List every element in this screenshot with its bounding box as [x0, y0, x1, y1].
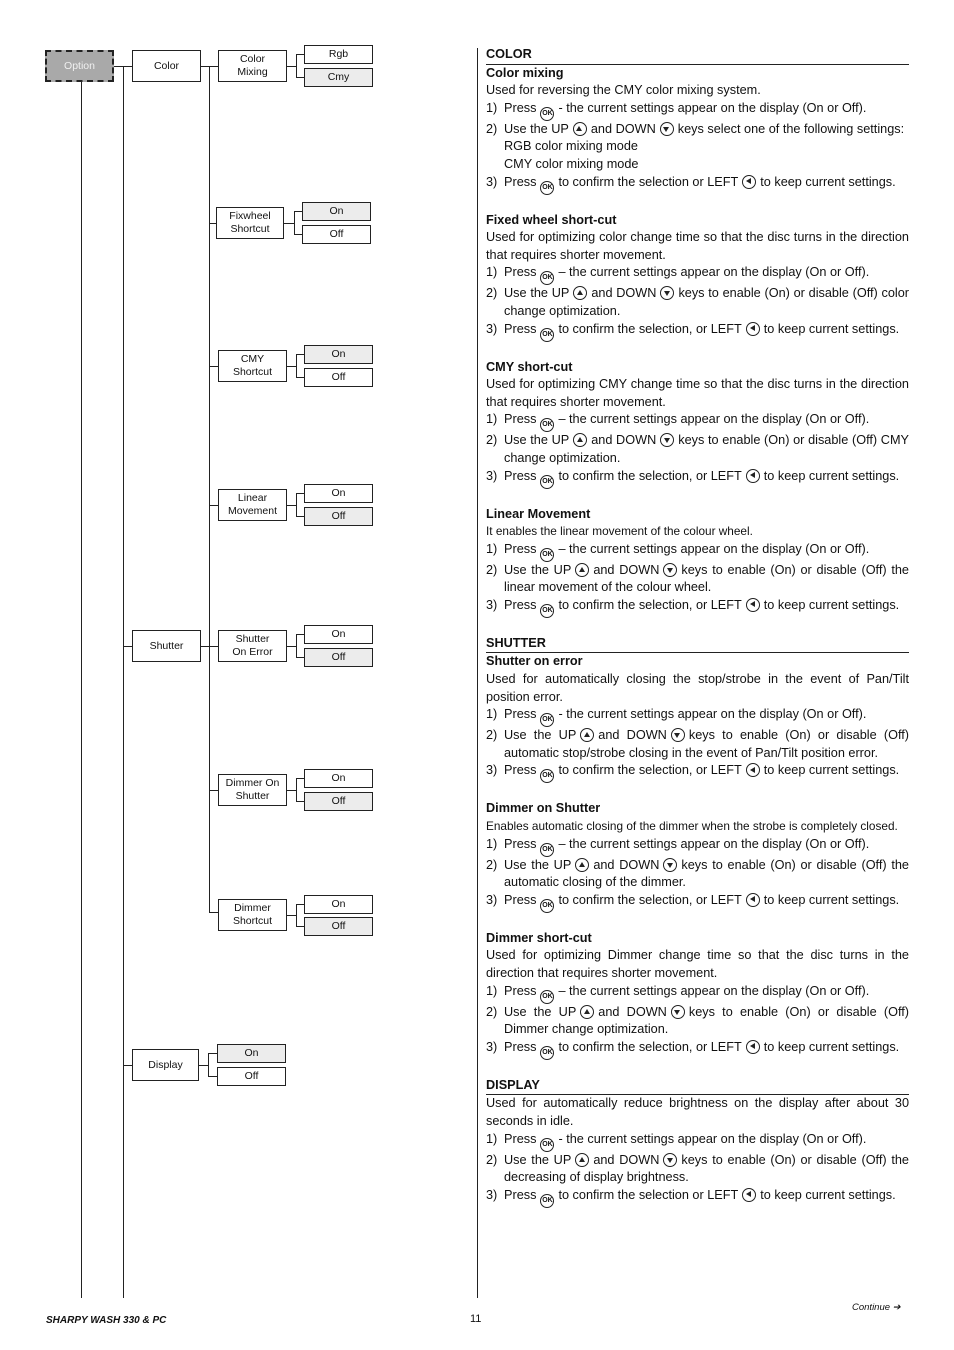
ok-button-icon	[540, 1194, 554, 1208]
display-node[interactable]: Display	[132, 1049, 199, 1081]
paragraph: It enables the linear movement of the colour wheel.	[486, 524, 753, 539]
dimmer-shortcut-on-option[interactable]: On	[304, 895, 373, 914]
subheading-dimmer-on-shutter: Dimmer on Shutter	[486, 801, 601, 816]
up-arrow-icon	[580, 1005, 594, 1019]
step: 1) PressOK – the current settings appear on the display (On or Off).	[486, 541, 909, 562]
ok-button-icon	[540, 418, 554, 432]
display-off-option[interactable]: Off	[217, 1067, 286, 1086]
step: 2) Use the UP and DOWN keys to enable (On) or disable (Off) CMY change optimization.	[486, 433, 909, 465]
down-arrow-icon	[671, 728, 685, 742]
paragraph: Used for optimizing color change time so that the disc turns in the direction that requires shorter movement.	[486, 230, 909, 262]
subheading-fixed-wheel: Fixed wheel short-cut	[486, 212, 617, 227]
down-arrow-icon	[671, 1005, 685, 1019]
ok-button-icon	[540, 548, 554, 562]
ok-button-icon	[540, 271, 554, 285]
paragraph: Used for optimizing CMY change time so that the disc turns in the direction that requires shorter movement.	[486, 377, 909, 409]
shutter-error-on-option[interactable]: On	[304, 625, 373, 644]
paragraph: Used for automatically closing the stop/strobe in the event of Pan/Tilt position error.	[486, 672, 909, 704]
paragraph: Used for optimizing Dimmer change time so that the disc turns in the direction that requires shorter movement.	[486, 948, 909, 980]
dimmer-shortcut-node[interactable]: Dimmer Shortcut	[218, 899, 287, 931]
linear-off-option[interactable]: Off	[304, 507, 373, 526]
up-arrow-icon	[573, 286, 587, 300]
step: 1) PressOK – the current settings appear on the display (On or Off).	[486, 411, 909, 432]
color-node[interactable]: Color	[132, 50, 201, 82]
step: 3) PressOK to confirm the selection, or LEFT to keep current settings.	[486, 597, 909, 618]
rgb-option[interactable]: Rgb	[304, 45, 373, 64]
step: 3) PressOK to confirm the selection, or LEFT to keep current settings.	[486, 762, 909, 783]
step: 2) Use the UP and DOWN keys to enable (On) or disable (Off) the automatic closing of the dimmer.	[486, 857, 909, 890]
ok-button-icon	[540, 843, 554, 857]
left-arrow-icon	[746, 469, 760, 483]
option-line: CMY color mixing mode	[504, 156, 639, 171]
fixwheel-on-option[interactable]: On	[302, 202, 371, 221]
step: 3) PressOK to confirm the selection, or LEFT to keep current settings.	[486, 321, 909, 342]
up-arrow-icon	[580, 728, 594, 742]
paragraph: Enables automatic closing of the dimmer when the strobe is completely closed.	[486, 819, 898, 834]
up-arrow-icon	[573, 433, 587, 447]
up-arrow-icon	[573, 122, 587, 136]
paragraph: Used for automatically reduce brightness on the display after about 30 seconds in idle.	[486, 1096, 909, 1128]
left-arrow-icon	[746, 763, 760, 777]
down-arrow-icon	[663, 858, 677, 872]
option-line: RGB color mixing mode	[504, 139, 638, 154]
cmy-shortcut-on-option[interactable]: On	[304, 345, 373, 364]
shutter-error-off-option[interactable]: Off	[304, 648, 373, 667]
step: 2) Use the UP and DOWN keys to enable (On) or disable (Off) the decreasing of display brightness.	[486, 1152, 909, 1185]
subheading-linear-movement: Linear Movement	[486, 506, 591, 521]
ok-button-icon	[540, 107, 554, 121]
ok-button-icon	[540, 769, 554, 783]
shutter-on-error-node[interactable]: Shutter On Error	[218, 630, 287, 662]
paragraph: Used for reversing the CMY color mixing system.	[486, 83, 761, 98]
ok-button-icon	[540, 328, 554, 342]
dimmer-shutter-on-option[interactable]: On	[304, 769, 373, 788]
step: 1) PressOK – the current settings appear on the display (On or Off).	[486, 264, 909, 285]
section-heading-color: COLOR	[486, 46, 909, 65]
subheading-color-mixing: Color mixing	[486, 65, 564, 80]
fixwheel-off-option[interactable]: Off	[302, 225, 371, 244]
step: 1) PressOK – the current settings appear on the display (On or Off).	[486, 983, 909, 1004]
down-arrow-icon	[660, 122, 674, 136]
section-heading-display: DISPLAY	[486, 1077, 909, 1096]
ok-button-icon	[540, 475, 554, 489]
step: 1) PressOK - the current settings appear on the display (On or Off).	[486, 1131, 909, 1152]
cmy-shortcut-off-option[interactable]: Off	[304, 368, 373, 387]
display-on-option[interactable]: On	[217, 1044, 286, 1063]
left-arrow-icon	[746, 893, 760, 907]
step: 2) Use the UP and DOWN keys to enable (On) or disable (Off) the linear movement of the colour wheel.	[486, 562, 909, 595]
cmy-shortcut-node[interactable]: CMY Shortcut	[218, 350, 287, 382]
shutter-node[interactable]: Shutter	[132, 630, 201, 662]
step: 3) PressOK to confirm the selection, or LEFT to keep current settings.	[486, 892, 909, 913]
page-number: 11	[470, 1313, 482, 1325]
step: 3) PressOK to confirm the selection or LEFT to keep current settings.	[486, 174, 909, 195]
section-heading-shutter: SHUTTER	[486, 635, 909, 654]
subheading-dimmer-shortcut: Dimmer short-cut	[486, 930, 592, 945]
ok-button-icon	[540, 1138, 554, 1152]
left-arrow-icon	[746, 598, 760, 612]
step: 2) Use the UP and DOWN keys select one of the following settings:	[486, 121, 905, 136]
step: 1) PressOK - the current settings appear on the display (On or Off).	[486, 100, 909, 121]
text-column	[486, 46, 909, 1208]
down-arrow-icon	[660, 286, 674, 300]
left-arrow-icon	[746, 322, 760, 336]
step: 3) PressOK to confirm the selection or LEFT to keep current settings.	[486, 1187, 909, 1208]
step: 1) PressOK – the current settings appear on the display (On or Off).	[486, 836, 909, 857]
down-arrow-icon	[663, 1153, 677, 1167]
dimmer-shortcut-off-option[interactable]: Off	[304, 917, 373, 936]
step: 3) PressOK to confirm the selection, or LEFT to keep current settings.	[486, 468, 909, 489]
subheading-cmy-shortcut: CMY short-cut	[486, 359, 573, 374]
ok-button-icon	[540, 713, 554, 727]
up-arrow-icon	[575, 1153, 589, 1167]
fixwheel-shortcut-node[interactable]: Fixwheel Shortcut	[216, 207, 284, 239]
step: 2) Use the UP and DOWN keys to enable (On) or disable (Off) color change optimization.	[486, 286, 909, 318]
left-arrow-icon	[746, 1040, 760, 1054]
ok-button-icon	[540, 1046, 554, 1060]
down-arrow-icon	[660, 433, 674, 447]
ok-button-icon	[540, 899, 554, 913]
up-arrow-icon	[575, 563, 589, 577]
step: 2) Use the UP and DOWN keys to enable (On) or disable (Off) automatic stop/strobe closing in the event of Pan/Tilt position error.	[486, 728, 909, 760]
continue-link[interactable]: Continue ➔	[852, 1302, 901, 1313]
dimmer-shutter-off-option[interactable]: Off	[304, 792, 373, 811]
ok-button-icon	[540, 990, 554, 1004]
option-node[interactable]: Option	[45, 50, 114, 82]
step: 2) Use the UP and DOWN keys to enable (On) or disable (Off) Dimmer change optimization.	[486, 1004, 909, 1037]
step: 3) PressOK to confirm the selection, or LEFT to keep current settings.	[486, 1039, 909, 1060]
cmy-option[interactable]: Cmy	[304, 68, 373, 87]
ok-button-icon	[540, 604, 554, 618]
ok-button-icon	[540, 181, 554, 195]
up-arrow-icon	[575, 858, 589, 872]
down-arrow-icon	[663, 563, 677, 577]
subheading-shutter-on-error: Shutter on error	[486, 654, 583, 669]
linear-on-option[interactable]: On	[304, 484, 373, 503]
linear-movement-node[interactable]: Linear Movement	[218, 489, 287, 521]
color-mixing-node[interactable]: Color Mixing	[218, 50, 287, 82]
footer-model: SHARPY WASH 330 & PC	[46, 1315, 167, 1326]
dimmer-on-shutter-node[interactable]: Dimmer On Shutter	[218, 774, 287, 806]
left-arrow-icon	[742, 1188, 756, 1202]
left-arrow-icon	[742, 175, 756, 189]
step: 1) PressOK - the current settings appear on the display (On or Off).	[486, 706, 909, 727]
